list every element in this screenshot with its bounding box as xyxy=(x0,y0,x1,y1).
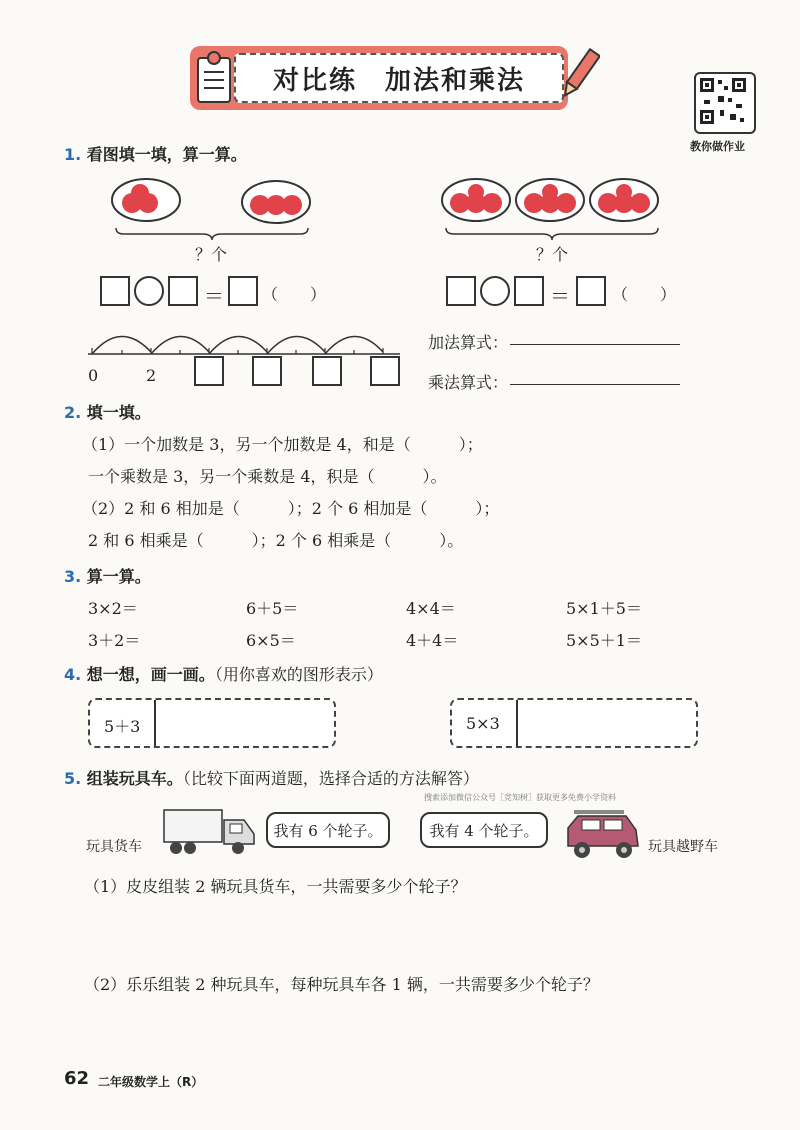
q5-subtitle: （比较下面两道题，选择合适的方法解答） xyxy=(182,769,479,788)
answer-box[interactable] xyxy=(576,276,606,306)
answer-box[interactable] xyxy=(514,276,544,306)
watermark: 搜索添加微信公众号［竞知树］获取更多免费小学资料 xyxy=(424,793,616,802)
truck-label: 玩具货车 xyxy=(86,839,142,855)
q3-item: 4＋4＝ xyxy=(406,631,459,650)
suv-label: 玩具越野车 xyxy=(648,839,718,855)
book-title: 二年级数学上（R） xyxy=(98,1075,204,1089)
draw-box-expr: 5＋3 xyxy=(104,717,141,736)
notepad-icon xyxy=(194,50,234,106)
draw-box-left[interactable] xyxy=(88,698,336,748)
draw-box-right[interactable] xyxy=(450,698,698,748)
operator-circle[interactable] xyxy=(134,276,164,306)
q2-line-3: （2）2 和 6 相加是（ ）；2 个 6 相加是（ ）； xyxy=(82,499,500,518)
q3-heading xyxy=(64,564,151,587)
q4-heading xyxy=(64,662,383,685)
operator-circle[interactable] xyxy=(480,276,510,306)
number-line-box[interactable] xyxy=(252,356,282,386)
q3-number: 3. xyxy=(64,567,82,586)
number-line-box[interactable] xyxy=(194,356,224,386)
q4-subtitle: （用你喜欢的图形表示） xyxy=(214,665,383,684)
page-number: 62 xyxy=(64,1068,90,1089)
q2-heading xyxy=(64,400,151,423)
q2-number: 2. xyxy=(64,403,82,422)
truck-speech-bubble: 我有 6 个轮子。 xyxy=(266,812,390,848)
q5-heading xyxy=(64,766,479,789)
mul-answer-line[interactable] xyxy=(510,384,680,385)
q1-title: 看图填一填，算一算。 xyxy=(86,145,247,164)
apple-plate-right-2 xyxy=(514,176,586,228)
q5-sub2: （2）乐乐组装 2 种玩具车，每种玩具车各 1 辆，一共需要多少个轮子？ xyxy=(84,975,599,994)
apple-plate-right-3 xyxy=(588,176,660,228)
q3-item: 5×1＋5＝ xyxy=(566,599,642,618)
page-title: 对比练 加法和乘法 xyxy=(234,53,564,103)
apple-plate-left-2 xyxy=(240,178,312,230)
apple-plate-left-1 xyxy=(110,176,182,228)
q5-title: 组装玩具车。 xyxy=(86,769,183,788)
answer-box[interactable] xyxy=(228,276,258,306)
q3-item: 3＋2＝ xyxy=(88,631,141,650)
q5-sub1: （1）皮皮组装 2 辆玩具货车，一共需要多少个轮子？ xyxy=(84,877,467,896)
q3-item: 3×2＝ xyxy=(88,599,138,618)
mul-label: 乘法算式： xyxy=(428,373,509,392)
number-line-box[interactable] xyxy=(312,356,342,386)
unit-paren[interactable]: （ ） xyxy=(612,285,677,304)
q1-right-question: ？个 xyxy=(536,245,569,264)
number-line-label-0: 0 xyxy=(88,366,99,385)
answer-box[interactable] xyxy=(168,276,198,306)
q2-line-1: （1）一个加数是 3，另一个加数是 4，和是（ ）； xyxy=(82,435,483,454)
suv-speech-bubble: 我有 4 个轮子。 xyxy=(420,812,548,848)
answer-box[interactable] xyxy=(446,276,476,306)
unit-paren[interactable]: （ ） xyxy=(262,285,327,304)
suv-icon xyxy=(560,806,644,866)
equals-sign: ＝ xyxy=(550,284,570,308)
equals-sign: ＝ xyxy=(204,284,224,308)
q4-number: 4. xyxy=(64,665,82,684)
draw-box-expr: 5×3 xyxy=(466,714,500,733)
q5-number: 5. xyxy=(64,769,82,788)
q3-item: 6＋5＝ xyxy=(246,599,299,618)
add-label: 加法算式： xyxy=(428,333,509,352)
number-line-box[interactable] xyxy=(370,356,400,386)
q1-left-question: ？个 xyxy=(195,245,228,264)
q2-line-4: 2 和 6 相乘是（ ）；2 个 6 相乘是（ ）。 xyxy=(88,531,464,550)
q2-title: 填一填。 xyxy=(86,403,151,422)
q3-item: 4×4＝ xyxy=(406,599,456,618)
number-line-label-2: 2 xyxy=(146,366,157,385)
q1-heading xyxy=(64,142,247,165)
q4-title: 想一想，画一画。 xyxy=(86,665,215,684)
apple-plate-right-1 xyxy=(440,176,512,228)
title-banner xyxy=(190,46,568,110)
q3-item: 5×5＋1＝ xyxy=(566,631,642,650)
q3-item: 6×5＝ xyxy=(246,631,296,650)
qr-code[interactable] xyxy=(694,72,756,134)
truck-icon xyxy=(160,806,260,862)
qr-caption: 教你做作业 xyxy=(690,140,745,153)
add-answer-line[interactable] xyxy=(510,344,680,345)
q3-title: 算一算。 xyxy=(86,567,151,586)
answer-box[interactable] xyxy=(100,276,130,306)
pencil-icon xyxy=(560,44,600,108)
q2-line-2: 一个乘数是 3，另一个乘数是 4，积是（ ）。 xyxy=(88,467,447,486)
q1-number: 1. xyxy=(64,145,82,164)
number-line xyxy=(88,324,408,368)
